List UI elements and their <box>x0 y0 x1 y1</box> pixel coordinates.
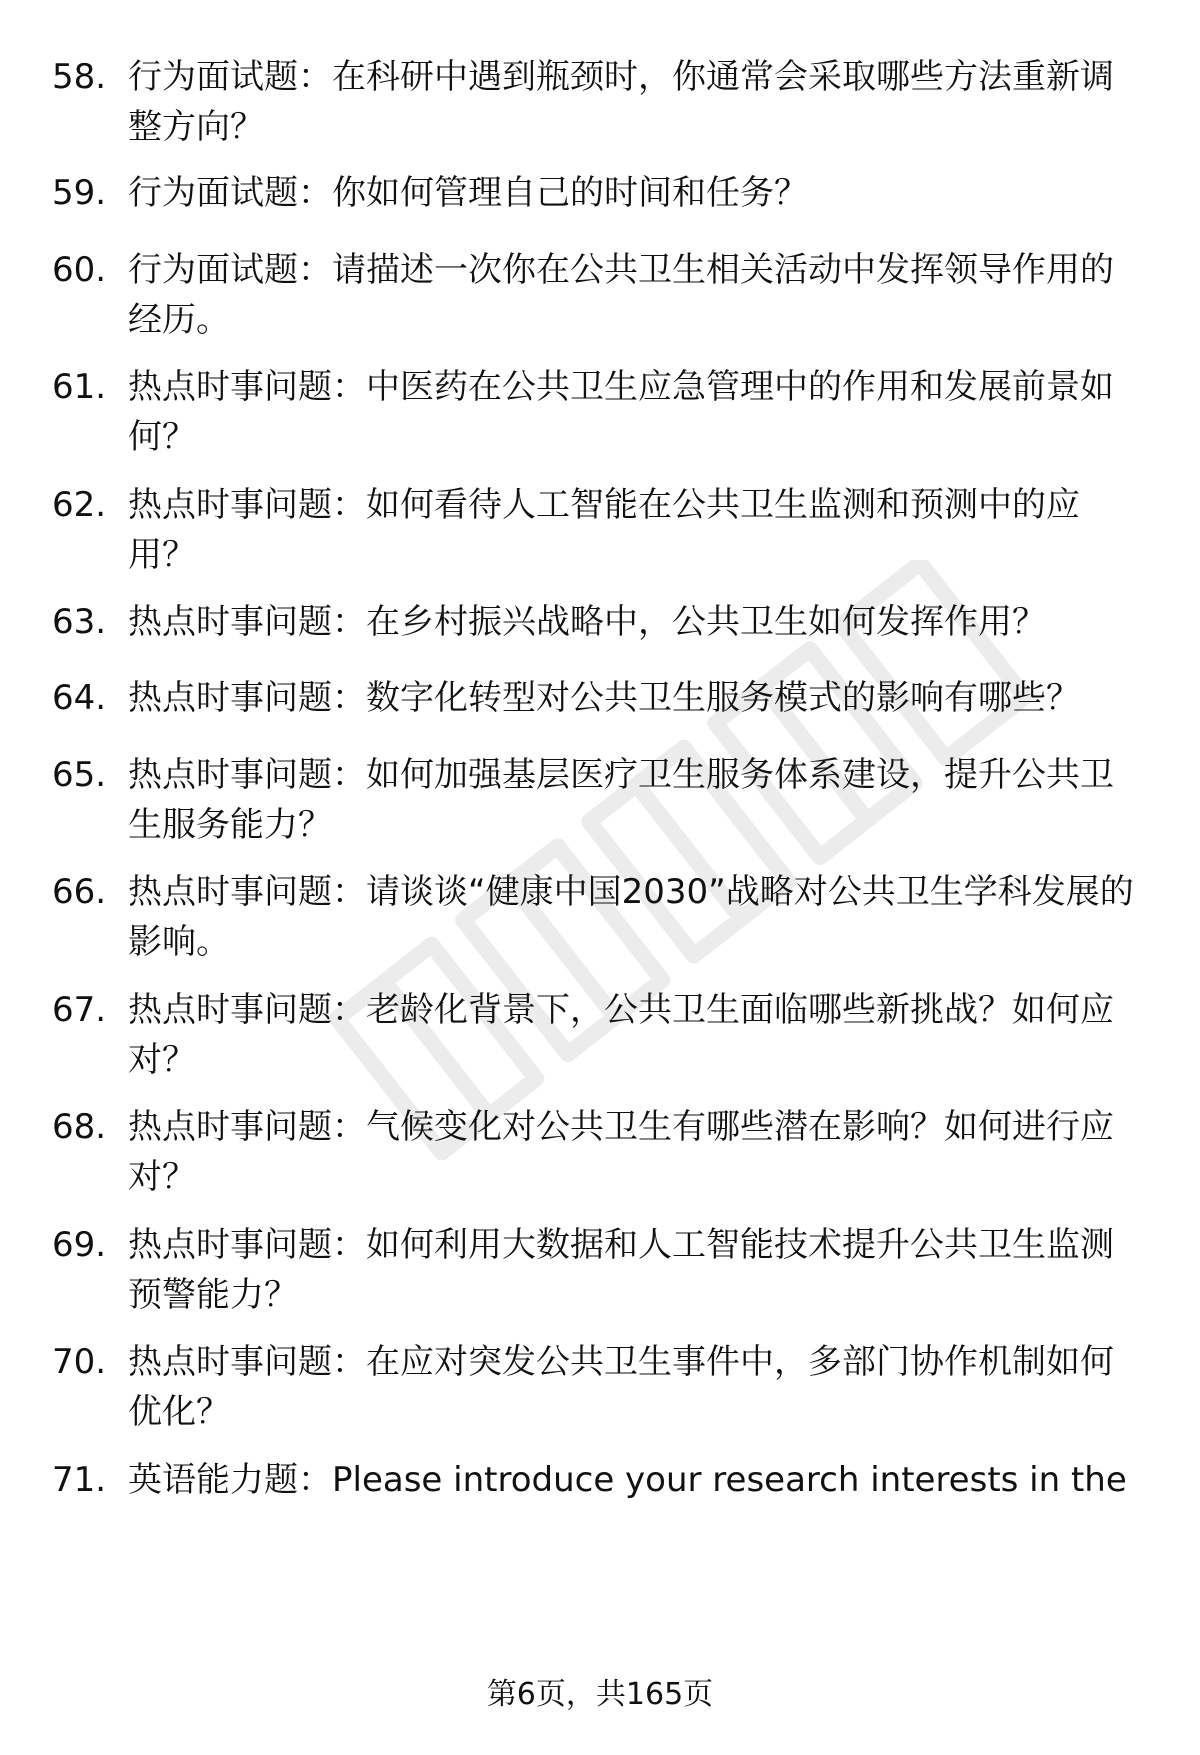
question-text: 热点时事问题：中医药在公共卫生应急管理中的作用和发展前景如何？ <box>128 367 1114 457</box>
question-number: 69. <box>52 1225 107 1265</box>
question-text: 热点时事问题：在应对突发公共卫生事件中，多部门协作机制如何优化？ <box>128 1342 1114 1432</box>
question-text: 热点时事问题：气候变化对公共卫生有哪些潜在影响？如何进行应对？ <box>128 1107 1114 1197</box>
question-number: 71. <box>52 1460 107 1500</box>
question-text: 英语能力题：Please introduce your research interests in the <box>128 1460 1127 1500</box>
question-number: 67. <box>52 990 107 1030</box>
question-text: 行为面试题：你如何管理自己的时间和任务？ <box>128 173 808 213</box>
question-text: 热点时事问题：数字化转型对公共卫生服务模式的影响有哪些？ <box>128 678 1080 718</box>
question-number: 68. <box>52 1107 107 1147</box>
question-number: 65. <box>52 755 107 795</box>
question-text: 热点时事问题：如何加强基层医疗卫生服务体系建设，提升公共卫生服务能力？ <box>128 755 1114 845</box>
question-number: 58. <box>52 57 107 97</box>
page-number-footer: 第6页，共165页 <box>486 1677 714 1712</box>
question-number: 64. <box>52 678 107 718</box>
question-number: 59. <box>52 173 107 213</box>
question-text: 热点时事问题：老龄化背景下，公共卫生面临哪些新挑战？如何应对？ <box>128 990 1114 1080</box>
question-number: 62. <box>52 485 107 525</box>
question-text: 热点时事问题：请谈谈“健康中国2030”战略对公共卫生学科发展的影响。 <box>128 872 1134 962</box>
question-number: 60. <box>52 250 107 290</box>
question-number: 66. <box>52 872 107 912</box>
question-number: 61. <box>52 367 107 407</box>
question-number: 63. <box>52 602 107 642</box>
question-text: 热点时事问题：如何利用大数据和人工智能技术提升公共卫生监测预警能力？ <box>128 1225 1114 1315</box>
question-text: 热点时事问题：在乡村振兴战略中，公共卫生如何发挥作用？ <box>128 602 1046 642</box>
question-text: 热点时事问题：如何看待人工智能在公共卫生监测和预测中的应用？ <box>128 485 1080 575</box>
question-text: 行为面试题：在科研中遇到瓶颈时，你通常会采取哪些方法重新调整方向？ <box>128 57 1114 147</box>
question-text: 行为面试题：请描述一次你在公共卫生相关活动中发挥领导作用的经历。 <box>128 250 1114 340</box>
question-number: 70. <box>52 1342 107 1382</box>
